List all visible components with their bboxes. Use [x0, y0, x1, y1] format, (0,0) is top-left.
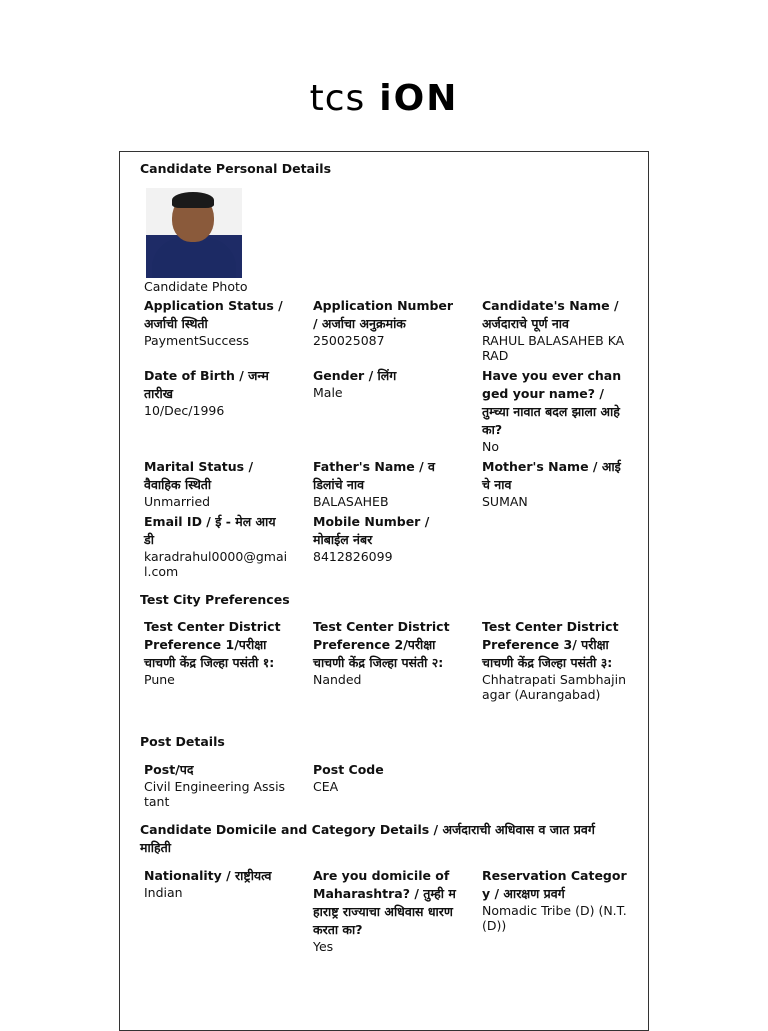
field-label: Candidate's Name / अर्जदाराचे पूर्ण नाव: [482, 298, 619, 331]
field-value: 10/Dec/1996: [144, 403, 225, 418]
field-name-changed: [482, 367, 627, 454]
field-domicile-maharashtra: [313, 867, 458, 954]
field-date-of-birth: [144, 367, 289, 418]
field-label: Email ID / ई - मेल आय डी: [144, 514, 276, 547]
field-label: Mother's Name / आईचे नाव: [482, 459, 621, 492]
field-mobile-number: [313, 513, 458, 564]
field-candidate-name: [482, 297, 627, 363]
field-value: Pune: [144, 672, 175, 687]
section-title-domicile: Candidate Domicile and Category Details / अर्जदाराची अधिवास व जात प्रवर्ग माहिती: [140, 822, 595, 855]
field-post: [144, 761, 289, 809]
field-label: Gender / लिंग: [313, 368, 397, 383]
field-label: Post/पद: [144, 762, 194, 777]
field-value: BALASAHEB: [313, 494, 389, 509]
field-label: Mobile Number / मोबाईल नंबर: [313, 514, 430, 547]
logo-tcs-text: tcs: [309, 78, 366, 119]
field-value: Civil Engineering Assistant: [144, 779, 286, 809]
field-label: Application Number / अर्जाचा अनुक्रमांक: [313, 298, 454, 331]
field-label: Test Center District Preference 3/ परीक्षा चाचणी केंद्र जिल्हा पसंती ३:: [482, 619, 619, 670]
field-city-pref-3: [482, 618, 627, 702]
field-nationality: [144, 867, 289, 900]
section-title-city: Test City Preferences: [140, 592, 290, 607]
field-value: Male: [313, 385, 343, 400]
field-value: Nanded: [313, 672, 362, 687]
field-city-pref-1: [144, 618, 289, 687]
field-email: [144, 513, 289, 579]
field-application-status: [144, 297, 289, 348]
tcs-ion-logo: [0, 78, 768, 119]
field-value: No: [482, 439, 499, 454]
field-reservation-category: [482, 867, 627, 933]
field-mother-name: [482, 458, 627, 509]
field-value: RAHUL BALASAHEB KARAD: [482, 333, 625, 363]
field-gender: [313, 367, 458, 400]
field-label: Test Center District Preference 1/परीक्षा चाचणी केंद्र जिल्हा पसंती १:: [144, 619, 281, 670]
candidate-details-card: [119, 151, 649, 1031]
field-value: 250025087: [313, 333, 385, 348]
field-label: Reservation Category / आरक्षण प्रवर्ग: [482, 868, 627, 901]
field-value: karadrahul0000@gmail.com: [144, 549, 288, 579]
candidate-photo: [146, 188, 242, 278]
field-value: PaymentSuccess: [144, 333, 250, 348]
section-title-post: Post Details: [140, 734, 225, 749]
field-value: Indian: [144, 885, 183, 900]
field-label: Are you domicile of Maharashtra? / तुम्ही महाराष्ट्र राज्याचा अधिवास धारण करता का?: [313, 868, 456, 937]
field-marital-status: [144, 458, 289, 509]
field-value: Nomadic Tribe (D) (N.T.(D)): [482, 903, 627, 933]
field-label: Nationality / राष्ट्रीयत्व: [144, 868, 272, 883]
field-application-number: [313, 297, 458, 348]
field-value: Chhatrapati Sambhajinagar (Aurangabad): [482, 672, 627, 702]
field-value: Yes: [313, 939, 334, 954]
field-label: Test Center District Preference 2/परीक्षा चाचणी केंद्र जिल्हा पसंती २:: [313, 619, 450, 670]
logo-ion-text: iON: [379, 78, 459, 119]
section-title-personal: Candidate Personal Details: [140, 161, 332, 176]
field-value: CEA: [313, 779, 339, 794]
field-city-pref-2: [313, 618, 458, 687]
photo-caption: Candidate Photo: [144, 279, 248, 294]
field-value: 8412826099: [313, 549, 393, 564]
field-label: Post Code: [313, 762, 384, 777]
field-value: SUMAN: [482, 494, 528, 509]
field-label: Marital Status / वैवाहिक स्थिती: [144, 459, 254, 492]
field-father-name: [313, 458, 458, 509]
field-post-code: [313, 761, 458, 794]
field-label: Application Status / अर्जाची स्थिती: [144, 298, 283, 331]
field-value: Unmarried: [144, 494, 211, 509]
field-label: Date of Birth / जन्म तारीख: [144, 368, 269, 401]
field-label: Have you ever changed your name? / तुम्च्या नावात बदल झाला आहे का?: [482, 368, 622, 437]
field-label: Father's Name / वडिलांचे नाव: [313, 459, 435, 492]
